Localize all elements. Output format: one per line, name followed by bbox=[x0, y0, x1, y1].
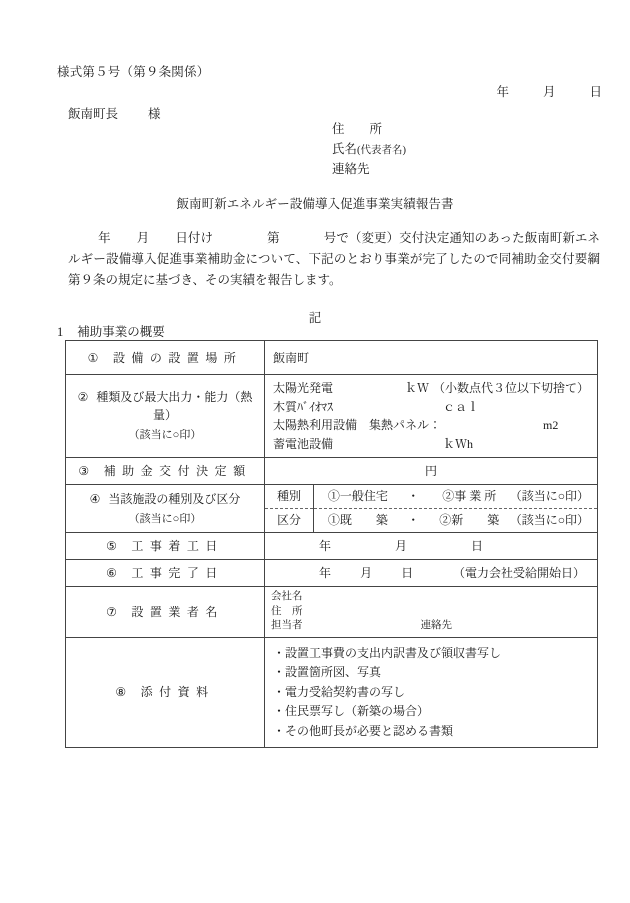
facility-kind-options[interactable] bbox=[314, 485, 598, 509]
body-year-label: 年 bbox=[98, 231, 111, 245]
row1-number: ① bbox=[87, 350, 99, 365]
facility-kind-row bbox=[265, 485, 597, 509]
applicant-contact-row bbox=[332, 160, 406, 180]
equipment-unit-group bbox=[443, 435, 589, 454]
section-heading bbox=[57, 322, 165, 340]
table-row-equipment-type bbox=[66, 375, 598, 458]
row4-sub-label: （該当に○印） bbox=[128, 512, 202, 525]
equipment-name: 蓄電池設備 bbox=[273, 436, 334, 451]
table-row-construction-start bbox=[66, 533, 598, 560]
row4-value-cell bbox=[265, 485, 598, 533]
applicant-name-label: 氏名 bbox=[332, 141, 358, 156]
installer-contact-label: 連絡先 bbox=[420, 620, 452, 631]
row8-value-cell bbox=[265, 637, 598, 748]
row8-label: 添付資料 bbox=[140, 685, 215, 700]
row8-label-cell bbox=[66, 637, 265, 748]
attachment-item: ・設置箇所図、写真 bbox=[273, 665, 382, 679]
row2-label-cell bbox=[66, 375, 265, 458]
equipment-unit-group bbox=[405, 379, 589, 398]
row2-label: 種類及び最大出力・能力（熱量） bbox=[96, 390, 253, 422]
row4-number: ④ bbox=[89, 491, 101, 506]
facility-division-mark-note: （該当に○印） bbox=[509, 513, 589, 527]
row3-currency-unit: 円 bbox=[424, 464, 437, 478]
row5-month-label: 月 bbox=[395, 539, 408, 553]
body-line3: に基づき、その実績を報告します。 bbox=[143, 273, 342, 287]
applicant-name-row bbox=[332, 140, 406, 161]
row7-number: ⑦ bbox=[106, 604, 117, 619]
equipment-unit: ｋＷh bbox=[443, 436, 474, 451]
row6-note: （電力会社受給開始日） bbox=[452, 566, 585, 580]
row1-label: 設備の設置場所 bbox=[112, 350, 243, 365]
date-year-label: 年 bbox=[496, 85, 509, 99]
applicant-address-label: 住 所 bbox=[332, 122, 383, 136]
body-day-label: 日付け bbox=[175, 231, 214, 245]
row5-day-label: 日 bbox=[471, 539, 484, 553]
row5-year-label: 年 bbox=[319, 539, 332, 553]
attachment-item: ・設置工事費の支出内訳書及び領収書写し bbox=[273, 645, 502, 660]
row4-label-cell bbox=[66, 485, 265, 533]
table-row-construction-end bbox=[66, 560, 598, 587]
facility-kind-option-1[interactable]: ①一般住宅 bbox=[327, 489, 388, 503]
equipment-item-biomass bbox=[273, 398, 589, 417]
facility-division-option-2[interactable]: ②新 築 bbox=[439, 513, 500, 527]
facility-division-options[interactable] bbox=[314, 509, 598, 533]
equipment-name: 木質ﾊﾞｲｵﾏｽ bbox=[273, 399, 334, 414]
equipment-name: 太陽光発電 bbox=[273, 381, 334, 395]
equipment-unit-group bbox=[443, 416, 589, 435]
table-row-installer bbox=[66, 587, 598, 638]
row3-value-cell[interactable] bbox=[265, 458, 598, 485]
date-day-label: 日 bbox=[589, 85, 602, 99]
body-paragraph bbox=[68, 228, 600, 291]
row2-number: ② bbox=[77, 390, 89, 404]
row7-value-cell[interactable] bbox=[265, 587, 598, 638]
row2-value-cell[interactable] bbox=[265, 375, 598, 458]
equipment-name: 太陽熱利用設備 集熱パネル： bbox=[273, 418, 442, 432]
row6-label-cell bbox=[66, 560, 265, 587]
row1-label-cell bbox=[66, 341, 265, 375]
row1-value-cell[interactable] bbox=[265, 341, 598, 375]
row3-label: 補助金交付決定額 bbox=[103, 464, 252, 478]
body-dai-label: 第 bbox=[267, 231, 280, 245]
facility-division-row bbox=[265, 509, 597, 533]
row6-year-label: 年 bbox=[319, 566, 332, 580]
row6-day-label: 日 bbox=[401, 566, 414, 580]
installer-address-label: 住 所 bbox=[271, 605, 303, 617]
facility-division-option-1[interactable]: ①既 築 bbox=[327, 513, 388, 527]
facility-division-key: 区分 bbox=[265, 509, 314, 533]
facility-division-separator: ・ bbox=[407, 513, 420, 527]
row5-label: 工事着工日 bbox=[131, 539, 224, 553]
row3-number: ③ bbox=[78, 464, 90, 478]
equipment-unit-note: （小数点代３位以下切捨て） bbox=[432, 381, 589, 395]
section-number: 1 bbox=[57, 325, 64, 339]
equipment-item-solar-pv bbox=[273, 379, 589, 398]
row5-label-cell bbox=[66, 533, 265, 560]
row6-label: 工事完了日 bbox=[131, 566, 224, 580]
applicant-block bbox=[332, 120, 406, 180]
form-number: 様式第５号（第９条関係） bbox=[57, 65, 210, 79]
date-month-label: 月 bbox=[542, 85, 556, 99]
installer-company-line bbox=[271, 590, 591, 605]
facility-kind-mark-note: （該当に○印） bbox=[509, 489, 589, 503]
equipment-item-solar-thermal bbox=[273, 416, 589, 435]
table-row-installation-place bbox=[66, 341, 598, 375]
facility-kind-separator: ・ bbox=[407, 489, 420, 503]
installer-person-line bbox=[271, 619, 591, 634]
equipment-item-storage-battery bbox=[273, 435, 589, 454]
applicant-name-note: (代表者名) bbox=[357, 144, 407, 156]
table-row-attachments bbox=[66, 637, 598, 748]
installer-address-line bbox=[271, 605, 591, 620]
attachment-item: ・その他町長が必要と認める書類 bbox=[273, 723, 454, 738]
document-title: 飯南町新エネルギー設備導入促進事業実績報告書 bbox=[176, 197, 454, 211]
applicant-contact-label: 連絡先 bbox=[332, 162, 370, 176]
facility-kind-option-2[interactable]: ②事 業 所 bbox=[442, 489, 497, 503]
equipment-unit: m2 bbox=[543, 418, 559, 432]
row6-number: ⑥ bbox=[106, 566, 117, 580]
applicant-address-row bbox=[332, 120, 406, 140]
addressee-honorific: 様 bbox=[148, 107, 161, 121]
body-month-label: 月 bbox=[136, 231, 150, 245]
row7-label-cell bbox=[66, 587, 265, 638]
ki-marker: 記 bbox=[308, 311, 322, 325]
row4-label: 当該施設の種別及び区分 bbox=[108, 491, 241, 506]
submission-date-line bbox=[496, 82, 602, 100]
addressee-name: 飯南町長 bbox=[68, 107, 119, 121]
equipment-unit: ｃａｌ bbox=[443, 399, 480, 414]
installer-company-label: 会社名 bbox=[271, 591, 303, 602]
attachment-item: ・電力受給契約書の写し bbox=[273, 684, 406, 699]
equipment-unit: ｋＷ bbox=[404, 381, 429, 395]
facility-category-subtable bbox=[265, 485, 597, 532]
row1-value: 飯南町 bbox=[273, 350, 310, 365]
body-gou-text: 号で（変更）交付決定通知のあった飯南町新エネルギー bbox=[68, 231, 600, 266]
facility-kind-key: 種別 bbox=[265, 485, 314, 509]
row2-sub-label: （該当に○印） bbox=[128, 429, 202, 441]
body-line2: 設備導入促進事業補助金について、下記のとおり事業が完了したので同補助金交付要綱第９条の規定 bbox=[68, 252, 600, 287]
addressee bbox=[68, 104, 161, 122]
row5-number: ⑤ bbox=[106, 539, 117, 553]
row6-value-cell[interactable] bbox=[265, 560, 598, 587]
row6-month-label: 月 bbox=[360, 566, 373, 580]
row3-label-cell bbox=[66, 458, 265, 485]
row7-label: 設置業者名 bbox=[131, 604, 224, 619]
section-title: 補助事業の概要 bbox=[77, 325, 165, 339]
row5-value-cell[interactable] bbox=[265, 533, 598, 560]
attachment-item: ・住民票写し（新築の場合） bbox=[273, 704, 430, 718]
table-row-subsidy-amount bbox=[66, 458, 598, 485]
row8-number: ⑧ bbox=[115, 685, 127, 700]
row5-note bbox=[567, 537, 589, 555]
installer-person-label: 担当者 bbox=[271, 620, 303, 631]
equipment-unit-group bbox=[443, 398, 589, 417]
table-row-facility-category bbox=[66, 485, 598, 533]
subsidy-summary-table bbox=[65, 340, 598, 748]
